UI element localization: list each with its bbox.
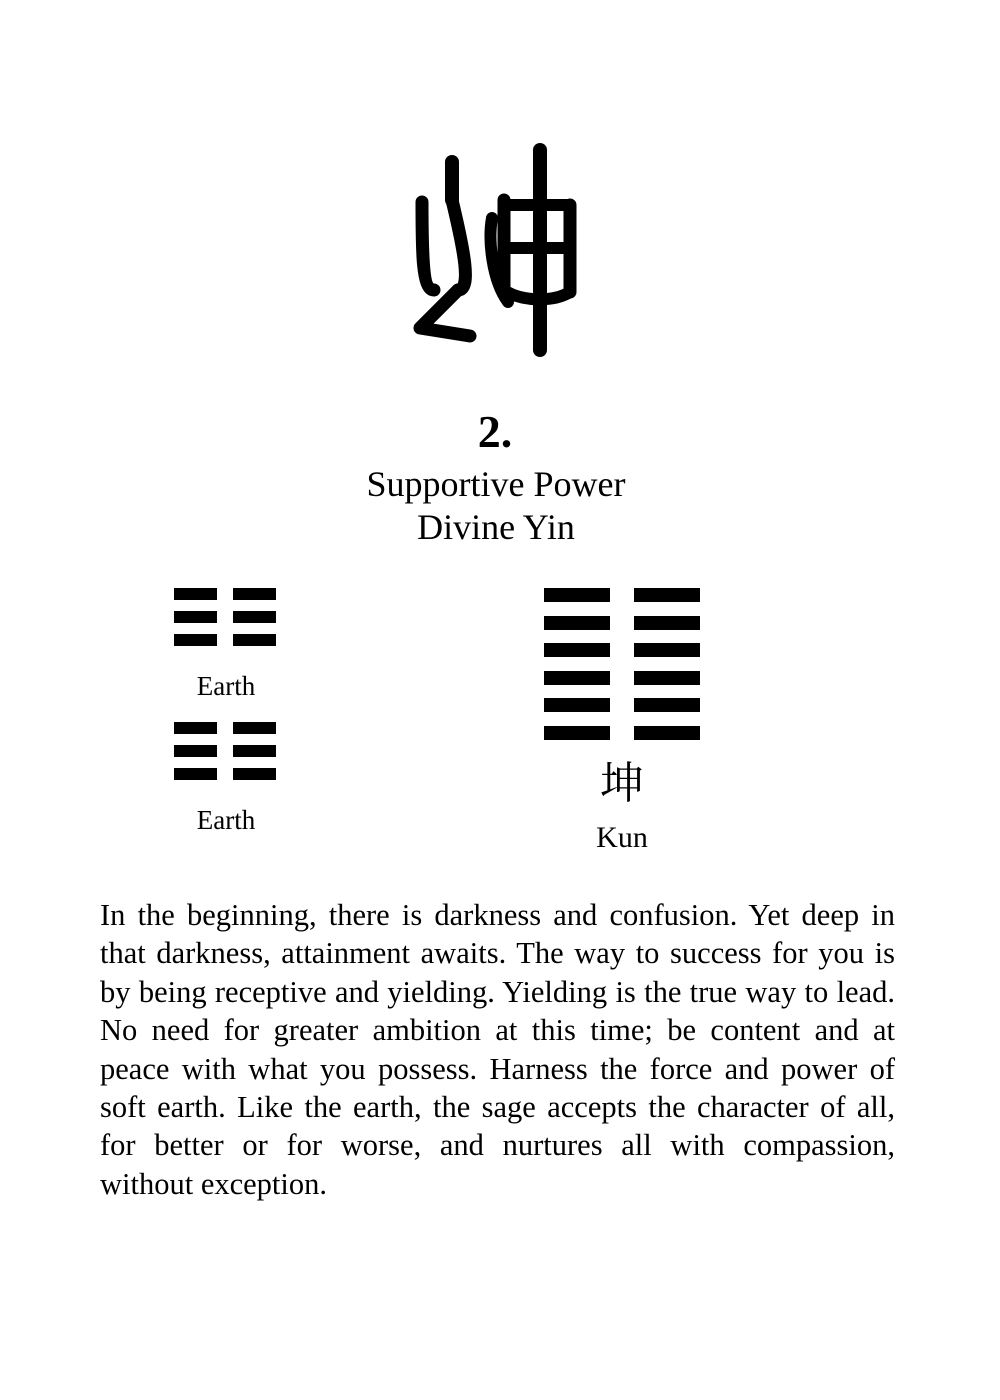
broken-line: [544, 616, 700, 630]
seal-script-character: [400, 140, 600, 365]
description-paragraph: In the beginning, there is darkness and confusion. Yet deep in that darkness, attainment awaits. The way to success for you is by being receptive and yielding. Yielding is the true way to lead. No need for greater ambition at this time; be content and at peace with what you possess. Harness the force and power of soft earth. Like the earth, the sage accepts the character of all, for better or for worse, and nurtures all with compassion, without exception.: [100, 898, 895, 1201]
broken-line: [544, 588, 700, 602]
upper-trigram-label: Earth: [196, 671, 256, 701]
hexagram-number: 2.: [477, 406, 513, 457]
hexagram-title: Supportive Power: [366, 464, 626, 504]
broken-line: [174, 634, 276, 646]
hexagram-subtitle: Divine Yin: [417, 507, 575, 547]
broken-line: [174, 722, 276, 734]
broken-line: [544, 671, 700, 685]
broken-line: [174, 768, 276, 780]
broken-line: [174, 588, 276, 600]
lower-trigram-label: Earth: [196, 805, 256, 835]
chinese-character: 坤: [600, 758, 644, 809]
hexagram-symbol: [544, 588, 700, 740]
lower-trigram-symbol: [174, 722, 276, 780]
broken-line: [544, 698, 700, 712]
upper-trigram-symbol: [174, 588, 276, 646]
broken-line: [544, 643, 700, 657]
broken-line: [174, 745, 276, 757]
broken-line: [544, 726, 700, 740]
broken-line: [174, 611, 276, 623]
hexagram-romanized-name: Kun: [596, 821, 648, 854]
